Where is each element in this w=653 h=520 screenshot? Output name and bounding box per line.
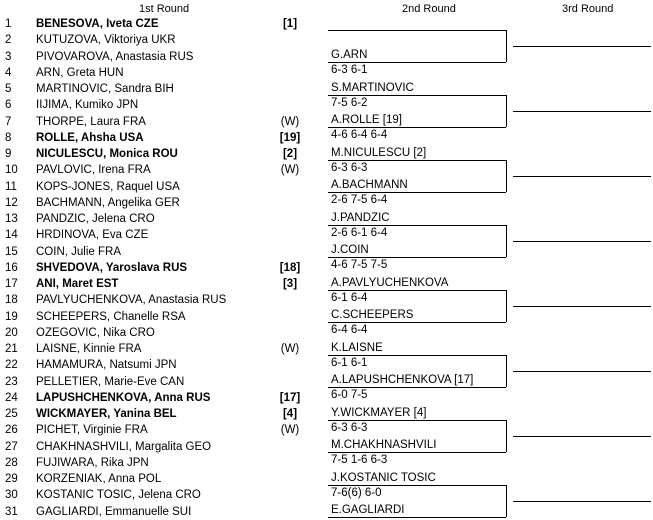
player-name: PICHET, Virginie FRA [36, 424, 148, 437]
draw-number: 24 [5, 391, 18, 404]
round2-score: 6-3 6-3 [331, 161, 368, 174]
player-name: OZEGOVIC, Nika CRO [36, 326, 155, 339]
draw-number: 19 [5, 310, 18, 323]
header-round3: 3rd Round [562, 3, 614, 15]
round3-line [513, 436, 651, 437]
bracket-connector [506, 355, 507, 388]
player-name: HAMAMURA, Natsumi JPN [36, 359, 177, 372]
seed-tag: [18] [279, 261, 301, 274]
player-name: PAVLOVIC, Irena FRA [36, 164, 151, 177]
player-name: PELLETIER, Marie-Eve CAN [36, 375, 185, 388]
round2-winner: S.MARTINOVIC [331, 81, 414, 94]
player-name: ROLLE, Ahsha USA [36, 131, 144, 144]
player-name: ARN, Greta HUN [36, 66, 124, 79]
round2-score: 4-6 7-5 7-5 [331, 259, 388, 271]
player-name: WICKMAYER, Yanina BEL [36, 408, 177, 420]
player-name: GAGLIARDI, Emmanuelle SUI [36, 505, 192, 518]
bracket-line [328, 30, 506, 31]
round2-winner: E.GAGLIARDI [331, 504, 405, 516]
round2-score: 2-6 7-5 6-4 [331, 194, 388, 206]
round3-line [513, 111, 651, 112]
round2-winner: K.LAISNE [331, 341, 383, 354]
round2-winner: J.COIN [331, 244, 369, 256]
player-name: HRDINOVA, Eva CZE [36, 229, 149, 242]
player-name: PAVLYUCHENKOVA, Anastasia RUS [36, 294, 227, 307]
round2-score: 6-4 6-4 [331, 324, 368, 336]
draw-number: 8 [5, 131, 12, 144]
round2-winner: C.SCHEEPERS [331, 309, 414, 321]
round3-line [513, 241, 651, 242]
draw-number: 13 [5, 213, 18, 225]
round3-line [513, 371, 651, 372]
round2-winner: A.ROLLE [19] [331, 114, 402, 126]
round2-winner: J.KOSTANIC TOSIC [331, 471, 436, 484]
seed-tag: [3] [282, 278, 298, 290]
bracket-connector [506, 225, 507, 258]
player-name: IIJIMA, Kumiko JPN [36, 99, 139, 112]
player-name: KOSTANIC TOSIC, Jelena CRO [36, 489, 201, 502]
bracket-connector [506, 30, 507, 63]
draw-number: 11 [5, 180, 17, 193]
round2-winner: A.PAVLYUCHENKOVA [331, 276, 449, 289]
draw-number: 9 [5, 148, 12, 160]
header-round1: 1st Round [139, 3, 190, 15]
player-name: SHVEDOVA, Yaroslava RUS [36, 261, 188, 274]
bracket-connector [506, 485, 507, 518]
player-name: KUTUZOVA, Viktoriya UKR [36, 34, 176, 47]
round2-score: 6-3 6-1 [331, 64, 368, 76]
bracket-connector [506, 290, 507, 323]
round3-line [513, 501, 651, 502]
bracket-connector [506, 160, 507, 193]
player-name: LAISNE, Kinnie FRA [36, 343, 142, 355]
seed-tag: (W) [280, 115, 300, 128]
round2-score: 6-1 6-4 [331, 291, 368, 304]
round3-line [513, 176, 651, 177]
round2-winner: Y.WICKMAYER [4] [331, 406, 427, 419]
bracket-line [328, 517, 506, 518]
seed-tag: [17] [279, 391, 301, 404]
player-name: NICULESCU, Monica ROU [36, 148, 178, 160]
player-name: KORZENIAK, Anna POL [36, 473, 162, 485]
round3-line [513, 46, 651, 47]
round2-winner: A.LAPUSHCHENKOVA [17] [331, 374, 474, 386]
round2-winner: M.CHAKHNASHVILI [331, 439, 437, 451]
player-name: PANDZIC, Jelena CRO [36, 213, 155, 225]
player-name: LAPUSHCHENKOVA, Anna RUS [36, 391, 211, 404]
seed-tag: (W) [280, 343, 300, 355]
player-name: BENESOVA, Iveta CZE [36, 18, 159, 30]
player-name: KOPS-JONES, Raquel USA [36, 180, 180, 193]
player-name: ANI, Maret EST [36, 278, 119, 290]
player-name: SCHEEPERS, Chanelle RSA [36, 310, 186, 323]
draw-number: 23 [5, 375, 18, 388]
draw-number: 21 [5, 343, 18, 355]
bracket-connector [506, 95, 507, 128]
round2-score: 7-5 1-6 6-3 [331, 454, 388, 466]
seed-tag: [2] [282, 148, 298, 160]
seed-tag: (W) [280, 424, 300, 437]
draw-number: 26 [5, 424, 18, 437]
draw-number: 14 [5, 229, 18, 242]
round2-score: 7-5 6-2 [331, 96, 368, 109]
draw-number: 1 [5, 18, 12, 30]
draw-number: 22 [5, 359, 18, 372]
player-name: CHAKHNASHVILI, Margalita GEO [36, 440, 212, 453]
player-name: THORPE, Laura FRA [36, 115, 146, 128]
draw-number: 30 [5, 489, 18, 502]
round2-winner: G.ARN [331, 49, 368, 61]
player-name: FUJIWARA, Rika JPN [36, 456, 149, 469]
player-name: MARTINOVIC, Sandra BIH [36, 83, 174, 95]
draw-number: 7 [5, 115, 12, 128]
draw-number: 16 [5, 261, 18, 274]
draw-number: 5 [5, 83, 12, 95]
round2-score: 6-0 7-5 [331, 389, 368, 401]
bracket-connector [506, 420, 507, 453]
round2-score: 6-3 6-3 [331, 421, 368, 434]
player-name: BACHMANN, Angelika GER [36, 196, 180, 209]
draw-number: 4 [5, 66, 12, 79]
header-round2: 2nd Round [402, 3, 456, 15]
round2-score: 6-1 6-1 [331, 356, 368, 369]
draw-number: 25 [5, 408, 18, 420]
seed-tag: [19] [279, 131, 301, 144]
draw-number: 12 [5, 196, 18, 209]
seed-tag: [1] [282, 18, 298, 30]
round2-score: 7-6(6) 6-0 [331, 486, 382, 499]
draw-number: 31 [5, 505, 18, 518]
draw-number: 27 [5, 440, 18, 453]
draw-number: 10 [5, 164, 18, 177]
round2-score: 4-6 6-4 6-4 [331, 129, 388, 141]
draw-number: 3 [5, 50, 12, 63]
round2-winner: J.PANDZIC [331, 211, 390, 224]
round3-line [513, 306, 651, 307]
draw-number: 28 [5, 456, 18, 469]
player-name: COIN, Julie FRA [36, 245, 121, 258]
seed-tag: [4] [282, 408, 298, 420]
draw-number: 15 [5, 245, 18, 258]
draw-number: 18 [5, 294, 18, 307]
player-name: PIVOVAROVA, Anastasia RUS [36, 50, 194, 63]
draw-number: 2 [5, 34, 12, 47]
round2-winner: M.NICULESCU [2] [331, 146, 427, 159]
draw-number: 29 [5, 473, 18, 485]
round2-score: 2-6 6-1 6-4 [331, 226, 388, 239]
draw-number: 20 [5, 326, 18, 339]
seed-tag: (W) [280, 164, 300, 177]
round2-winner: A.BACHMANN [331, 179, 408, 191]
draw-number: 6 [5, 99, 12, 112]
draw-number: 17 [5, 278, 18, 290]
